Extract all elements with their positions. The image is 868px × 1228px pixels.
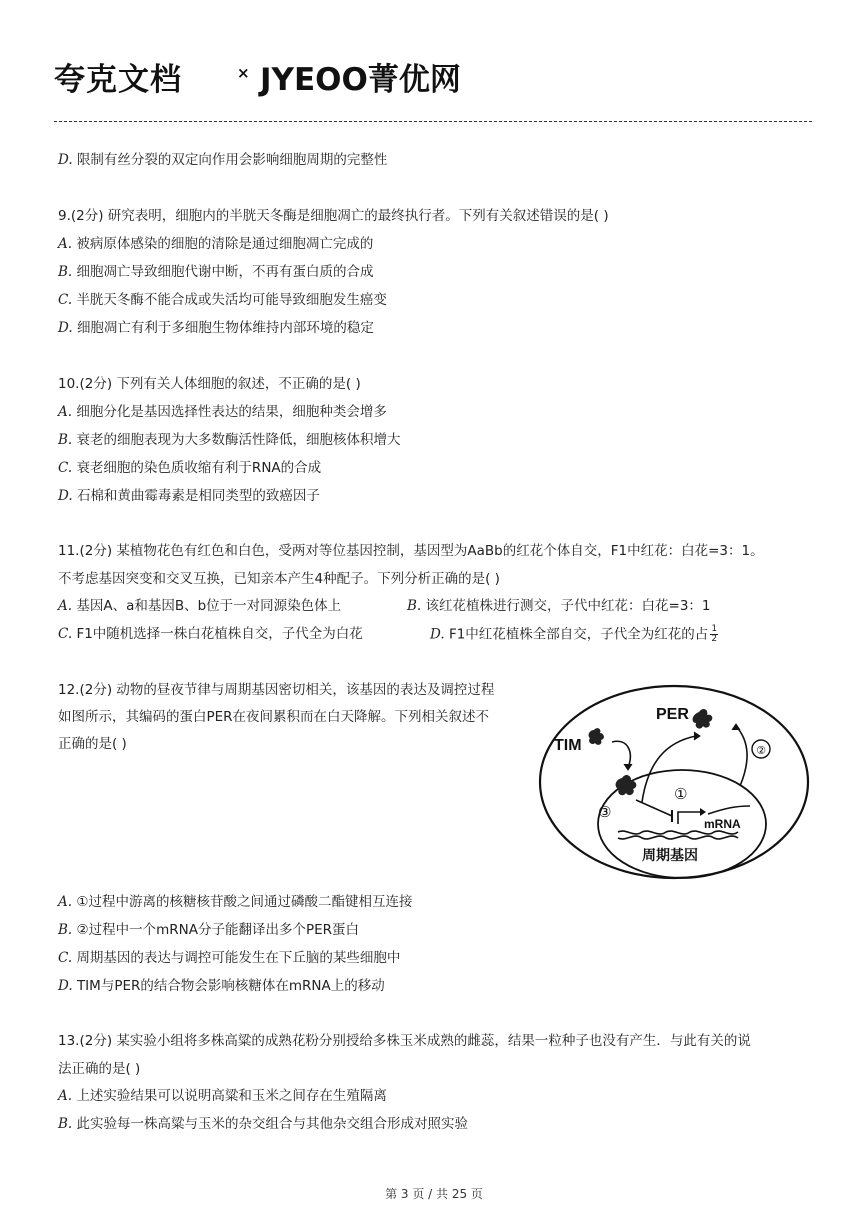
q12-option-d: D. TIM与PER的结合物会影响核糖体在mRNA上的移动 (58, 978, 385, 994)
q10-stem: 10.(2分) 下列有关人体细胞的叙述，不正确的是( ) (58, 376, 361, 392)
page-header (54, 52, 834, 96)
q9-stem: 9.(2分) 研究表明，细胞内的半胱天冬酶是细胞凋亡的最终执行者。下列有关叙述错误的是( ) (58, 208, 609, 224)
q10-option-d: D. 石棉和黄曲霉毒素是相同类型的致癌因子 (58, 488, 320, 504)
translation-arrow (736, 726, 747, 786)
brand-separator: × (237, 64, 250, 82)
dna-strand-top (618, 831, 738, 834)
per-protein-icon (693, 709, 713, 729)
q12-stem-line1: 12.(2分) 动物的昼夜节律与周期基因密切相关，该基因的表达及调控过程 (58, 682, 495, 698)
fraction-one-half: $\frac{1}{2}$ (711, 624, 718, 644)
q9-option-b: B. 细胞凋亡导致细胞代谢中断，不再有蛋白质的合成 (58, 264, 374, 280)
q12-stem-line3: 正确的是( ) (58, 736, 127, 752)
jyeoo-logo: JYEOO菁优网 (260, 62, 461, 98)
q10-option-a: A. 细胞分化是基因选择性表达的结果，细胞种类会增多 (58, 404, 387, 420)
q13-option-b: B. 此实验每一株高粱与玉米的杂交组合与其他杂交组合形成对照实验 (58, 1116, 469, 1132)
inhibition-line (636, 800, 672, 816)
q13-stem-line2: 法正确的是( ) (58, 1061, 141, 1077)
q13-option-a: A. 上述实验结果可以说明高粱和玉米之间存在生殖隔离 (58, 1088, 387, 1104)
svg-text:②: ② (756, 744, 766, 757)
complex-return-arrow (642, 736, 696, 802)
tim-entry-arrow (612, 741, 630, 768)
q8-option-d: D. 限制有丝分裂的双定向作用会影响细胞周期的完整性 (58, 152, 388, 168)
q13-stem-line1: 13.(2分) 某实验小组将多株高粱的成熟花粉分别授给多株玉米成熟的雌蕊，结果一粒种子也没有产生．与此有关的说 (58, 1033, 751, 1049)
circadian-gene-diagram (536, 682, 812, 882)
q11-stem-line1: 11.(2分) 某植物花色有红色和白色，受两对等位基因控制，基因型为AaBb的红花个体自交，F1中红花：白花=3：1。 (58, 543, 764, 559)
header-divider (54, 121, 812, 122)
tim-protein-icon (589, 728, 604, 745)
q10-option-b: B. 衰老的细胞表现为大多数酶活性降低，细胞核体积增大 (58, 432, 401, 448)
step3-marker: ③ (598, 803, 612, 821)
q12-stem-line2: 如图所示，其编码的蛋白PER在夜间累积而在白天降解。下列相关叙述不 (58, 709, 490, 725)
q12-option-c: C. 周期基因的表达与调控可能发生在下丘脑的某些细胞中 (58, 950, 401, 966)
mrna-strand (708, 806, 750, 814)
q12-option-b: B. ②过程中一个mRNA分子能翻译出多个PER蛋白 (58, 922, 360, 938)
page-number: 第 3 页 / 共 25 页 (385, 1187, 483, 1201)
tim-per-complex-icon (616, 775, 637, 795)
period-gene-label: 周期基因 (642, 848, 698, 864)
q12-option-a: A. ①过程中游离的核糖核苷酸之间通过磷酸二酯键相互连接 (58, 894, 413, 910)
q9-option-d: D. 细胞凋亡有利于多细胞生物体维持内部环境的稳定 (58, 320, 374, 336)
q11-option-c: C. F1中随机选择一株白花植株自交，子代全为白花 (58, 626, 363, 642)
q11-option-b: B. 该红花植株进行测交，子代中红花：白花=3：1 (407, 598, 711, 614)
step1-marker: ① (674, 785, 688, 803)
quark-doc-logo: 夸克文档 (54, 62, 182, 98)
q9-option-a: A. 被病原体感染的细胞的清除是通过细胞凋亡完成的 (58, 236, 374, 252)
q9-option-c: C. 半胱天冬酶不能合成或失活均可能导致细胞发生癌变 (58, 292, 387, 308)
dna-strand-bottom (618, 836, 738, 839)
q11-option-d: D. F1中红花植株全部自交，子代全为红花的占 $\frac{1}{2}$ (430, 624, 718, 644)
per-label: PER (656, 706, 689, 723)
q10-option-c: C. 衰老细胞的染色质收缩有利于RNA的合成 (58, 460, 322, 476)
mrna-label: mRNA (704, 817, 741, 831)
tim-label: TIM (554, 737, 582, 754)
q11-option-a: A. 基因A、a和基因B、b位于一对同源染色体上 (58, 598, 342, 614)
q11-stem-line2: 不考虑基因突变和交叉互换，已知亲本产生4种配子。下列分析正确的是( ) (58, 571, 500, 587)
